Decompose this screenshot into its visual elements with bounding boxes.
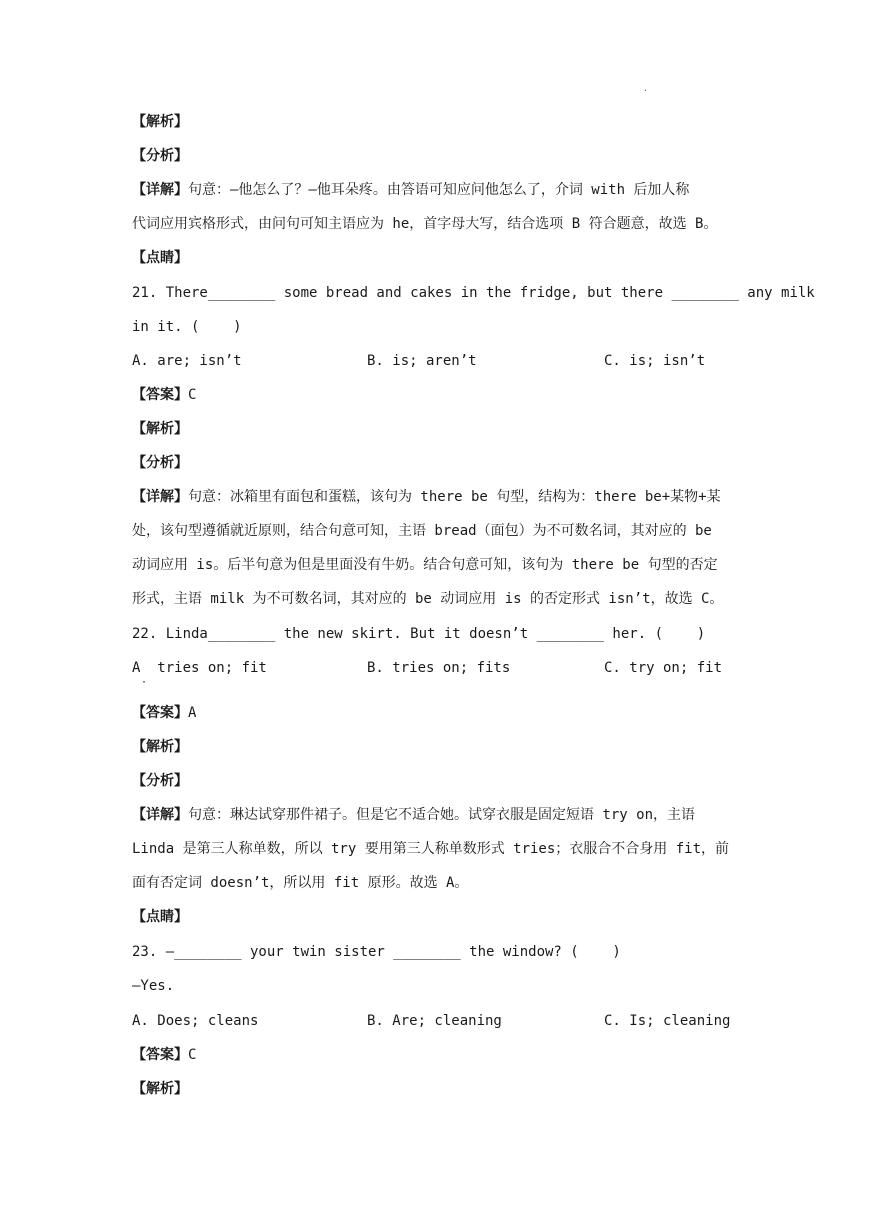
detail-text: 处，该句型遵循就近原则，结合句意可知，主语 bread（面包）为不可数名词，其对应的 be <box>132 523 712 539</box>
q21-option-a: A. are; isn’t <box>132 353 242 369</box>
answer-value: C <box>188 387 197 403</box>
page-mark: . <box>643 84 648 93</box>
question-23-reply: —Yes. <box>132 978 175 994</box>
question-21-stem: 21. There________ some bread and cakes in the fridge, but there ________ any milk <box>132 285 815 301</box>
answer-value: A <box>188 705 197 721</box>
point-heading: 【点睛】 <box>132 250 188 266</box>
q22-option-a: A tries on; fit <box>132 660 267 676</box>
q22-option-b: B. tries on; fits <box>367 660 511 676</box>
detail-paragraph <box>132 181 742 199</box>
detail-text: 代词应用宾格形式，由问句可知主语应为 he，首字母大写，结合选项 B 符合题意，故选 B。 <box>132 216 718 232</box>
q22-answer <box>132 704 742 722</box>
answer-heading: 【答案】 <box>132 1047 188 1063</box>
detail-heading: 【详解】 <box>132 182 188 198</box>
detail-heading: 【详解】 <box>132 489 188 505</box>
question-22-stem: 22. Linda________ the new skirt. But it doesn’t ________ her. ( ) <box>132 626 706 642</box>
answer-heading: 【答案】 <box>132 705 188 721</box>
detail-text: 句意：琳达试穿那件裙子。但是它不适合她。试穿衣服是固定短语 try on，主语 <box>188 807 695 823</box>
analysis-heading: 【解析】 <box>132 739 188 755</box>
detail-heading: 【详解】 <box>132 807 188 823</box>
detail-text: 面有否定词 doesn’t，所以用 fit 原形。故选 A。 <box>132 875 469 891</box>
detail-text: 形式，主语 milk 为不可数名词，其对应的 be 动词应用 is 的否定形式 isn’t，故选 C。 <box>132 591 724 607</box>
detail-text: 句意：—他怎么了？—他耳朵疼。由答语可知应问他怎么了，介词 with 后加人称 <box>188 182 690 198</box>
question-23-stem: 23. —________ your twin sister ________ the window? ( ) <box>132 944 621 960</box>
analysis-heading: 【解析】 <box>132 114 188 130</box>
detail-paragraph <box>132 488 742 506</box>
q21-answer <box>132 386 742 404</box>
detail-text: 动词应用 is。后半句意为但是里面没有牛奶。结合句意可知，该句为 there be 句型的否定 <box>132 557 718 573</box>
fenxi-heading: 【分析】 <box>132 148 188 164</box>
question-21-stem-cont: in it. ( ) <box>132 319 242 335</box>
q23-option-c: C. Is; cleaning <box>604 1013 731 1029</box>
detail-text: 句意：冰箱里有面包和蛋糕，该句为 there be 句型，结构为：there be+某物+某 <box>188 489 721 505</box>
answer-heading: 【答案】 <box>132 387 188 403</box>
q23-option-b: B. Are; cleaning <box>367 1013 502 1029</box>
fenxi-heading: 【分析】 <box>132 773 188 789</box>
q23-answer <box>132 1046 742 1064</box>
detail-text: Linda 是第三人称单数，所以 try 要用第三人称单数形式 tries；衣服合不合身用 fit，前 <box>132 841 730 857</box>
option-a-dot: · <box>141 677 148 688</box>
analysis-heading: 【解析】 <box>132 1081 188 1097</box>
detail-paragraph <box>132 806 742 824</box>
q23-option-a: A. Does; cleans <box>132 1013 259 1029</box>
analysis-heading: 【解析】 <box>132 421 188 437</box>
q21-option-b: B. is; aren’t <box>367 353 477 369</box>
point-heading: 【点睛】 <box>132 909 188 925</box>
fenxi-heading: 【分析】 <box>132 455 188 471</box>
q21-option-c: C. is; isn’t <box>604 353 706 369</box>
answer-value: C <box>188 1047 197 1063</box>
q22-option-c: C. try on; fit <box>604 660 723 676</box>
